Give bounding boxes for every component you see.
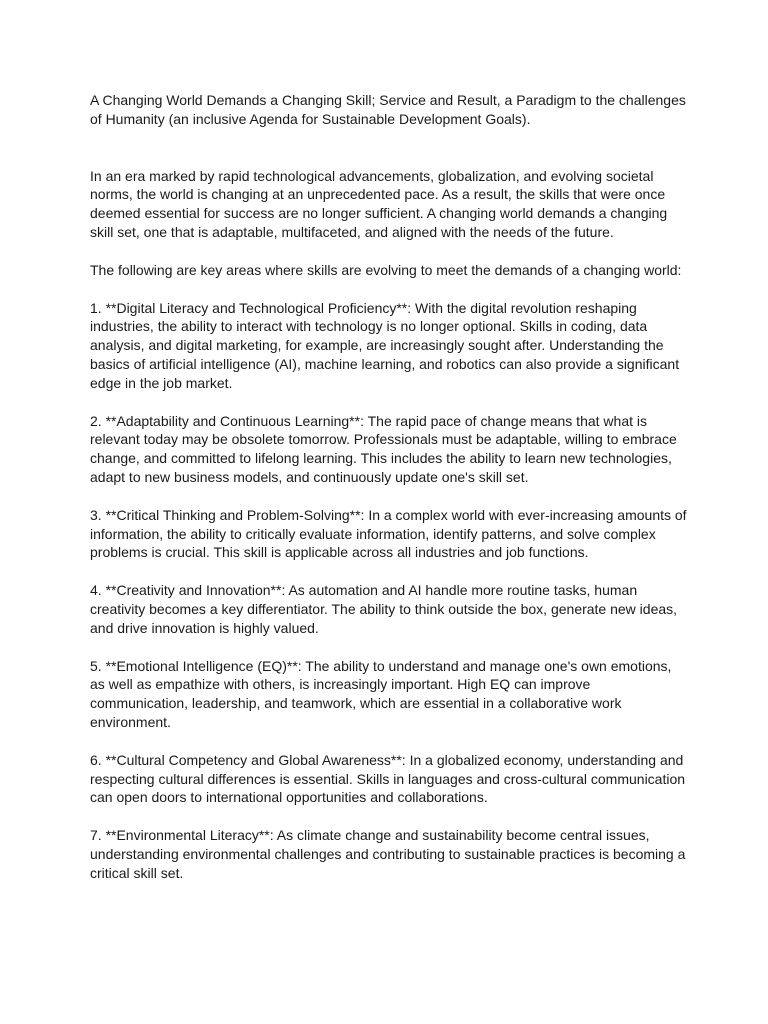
- list-item: 5. **Emotional Intelligence (EQ)**: The ability to understand and manage one's own emotions, as well as empathize with others, is increasingly important. High EQ can improve communication, leadership, and teamwork, which are essential in a collaborative work environment.: [90, 657, 672, 730]
- list-item: 3. **Critical Thinking and Problem-Solving**: In a complex world with ever-increasing amounts of information, the ability to critically evaluate information, identify patterns, and solve complex problems is crucial. This skill is applicable across all industries and job functions.: [90, 506, 687, 561]
- lead-paragraph: The following are key areas where skills are evolving to meet the demands of a changing world:: [90, 261, 682, 278]
- list-item: 4. **Creativity and Innovation**: As automation and AI handle more routine tasks, human creativity becomes a key differentiator. The ability to think outside the box, generate new ideas, and drive innovation is highly valued.: [90, 582, 678, 636]
- list-item: 1. **Digital Literacy and Technological Proficiency**: With the digital revolution reshaping industries, the ability to interact with technology is no longer optional. Skills in coding, data analysis, and digital marketing, for example, are increasingly sought after. Understanding the basics of artificial intelligence (AI), machine learning, and robotics can also provide a significant edge in the job market.: [90, 299, 680, 391]
- intro-paragraph: In an era marked by rapid technological advancements, globalization, and evolving societal norms, the world is changing at an unprecedented pace. As a result, the skills that were once deemed essential for success are no longer sufficient. A changing world demands a changing skill set, one that is adaptable, multifaceted, and aligned with the needs of the future.: [90, 167, 668, 240]
- list-item: 6. **Cultural Competency and Global Awareness**: In a globalized economy, understanding and respecting cultural differences is essential. Skills in languages and cross-cultural communication can open doors to international opportunities and collaborations.: [90, 751, 686, 806]
- document-page: [90, 91, 688, 902]
- list-item: 7. **Environmental Literacy**: As climate change and sustainability become central issues, understanding environmental challenges and contributing to sustainable practices is becoming a critical skill set.: [90, 827, 686, 881]
- list-item: 2. **Adaptability and Continuous Learning**: The rapid pace of change means that what is relevant today may be obsolete tomorrow. Professionals must be adaptable, willing to embrace change, and committed to lifelong learning. This includes the ability to learn new technologies, adapt to new business models, and continuously update one's skill set.: [90, 412, 677, 485]
- document-title: A Changing World Demands a Changing Skill; Service and Result, a Paradigm to the challenges of Humanity (an inclusive Agenda for Sustainable Development Goals).: [90, 92, 686, 127]
